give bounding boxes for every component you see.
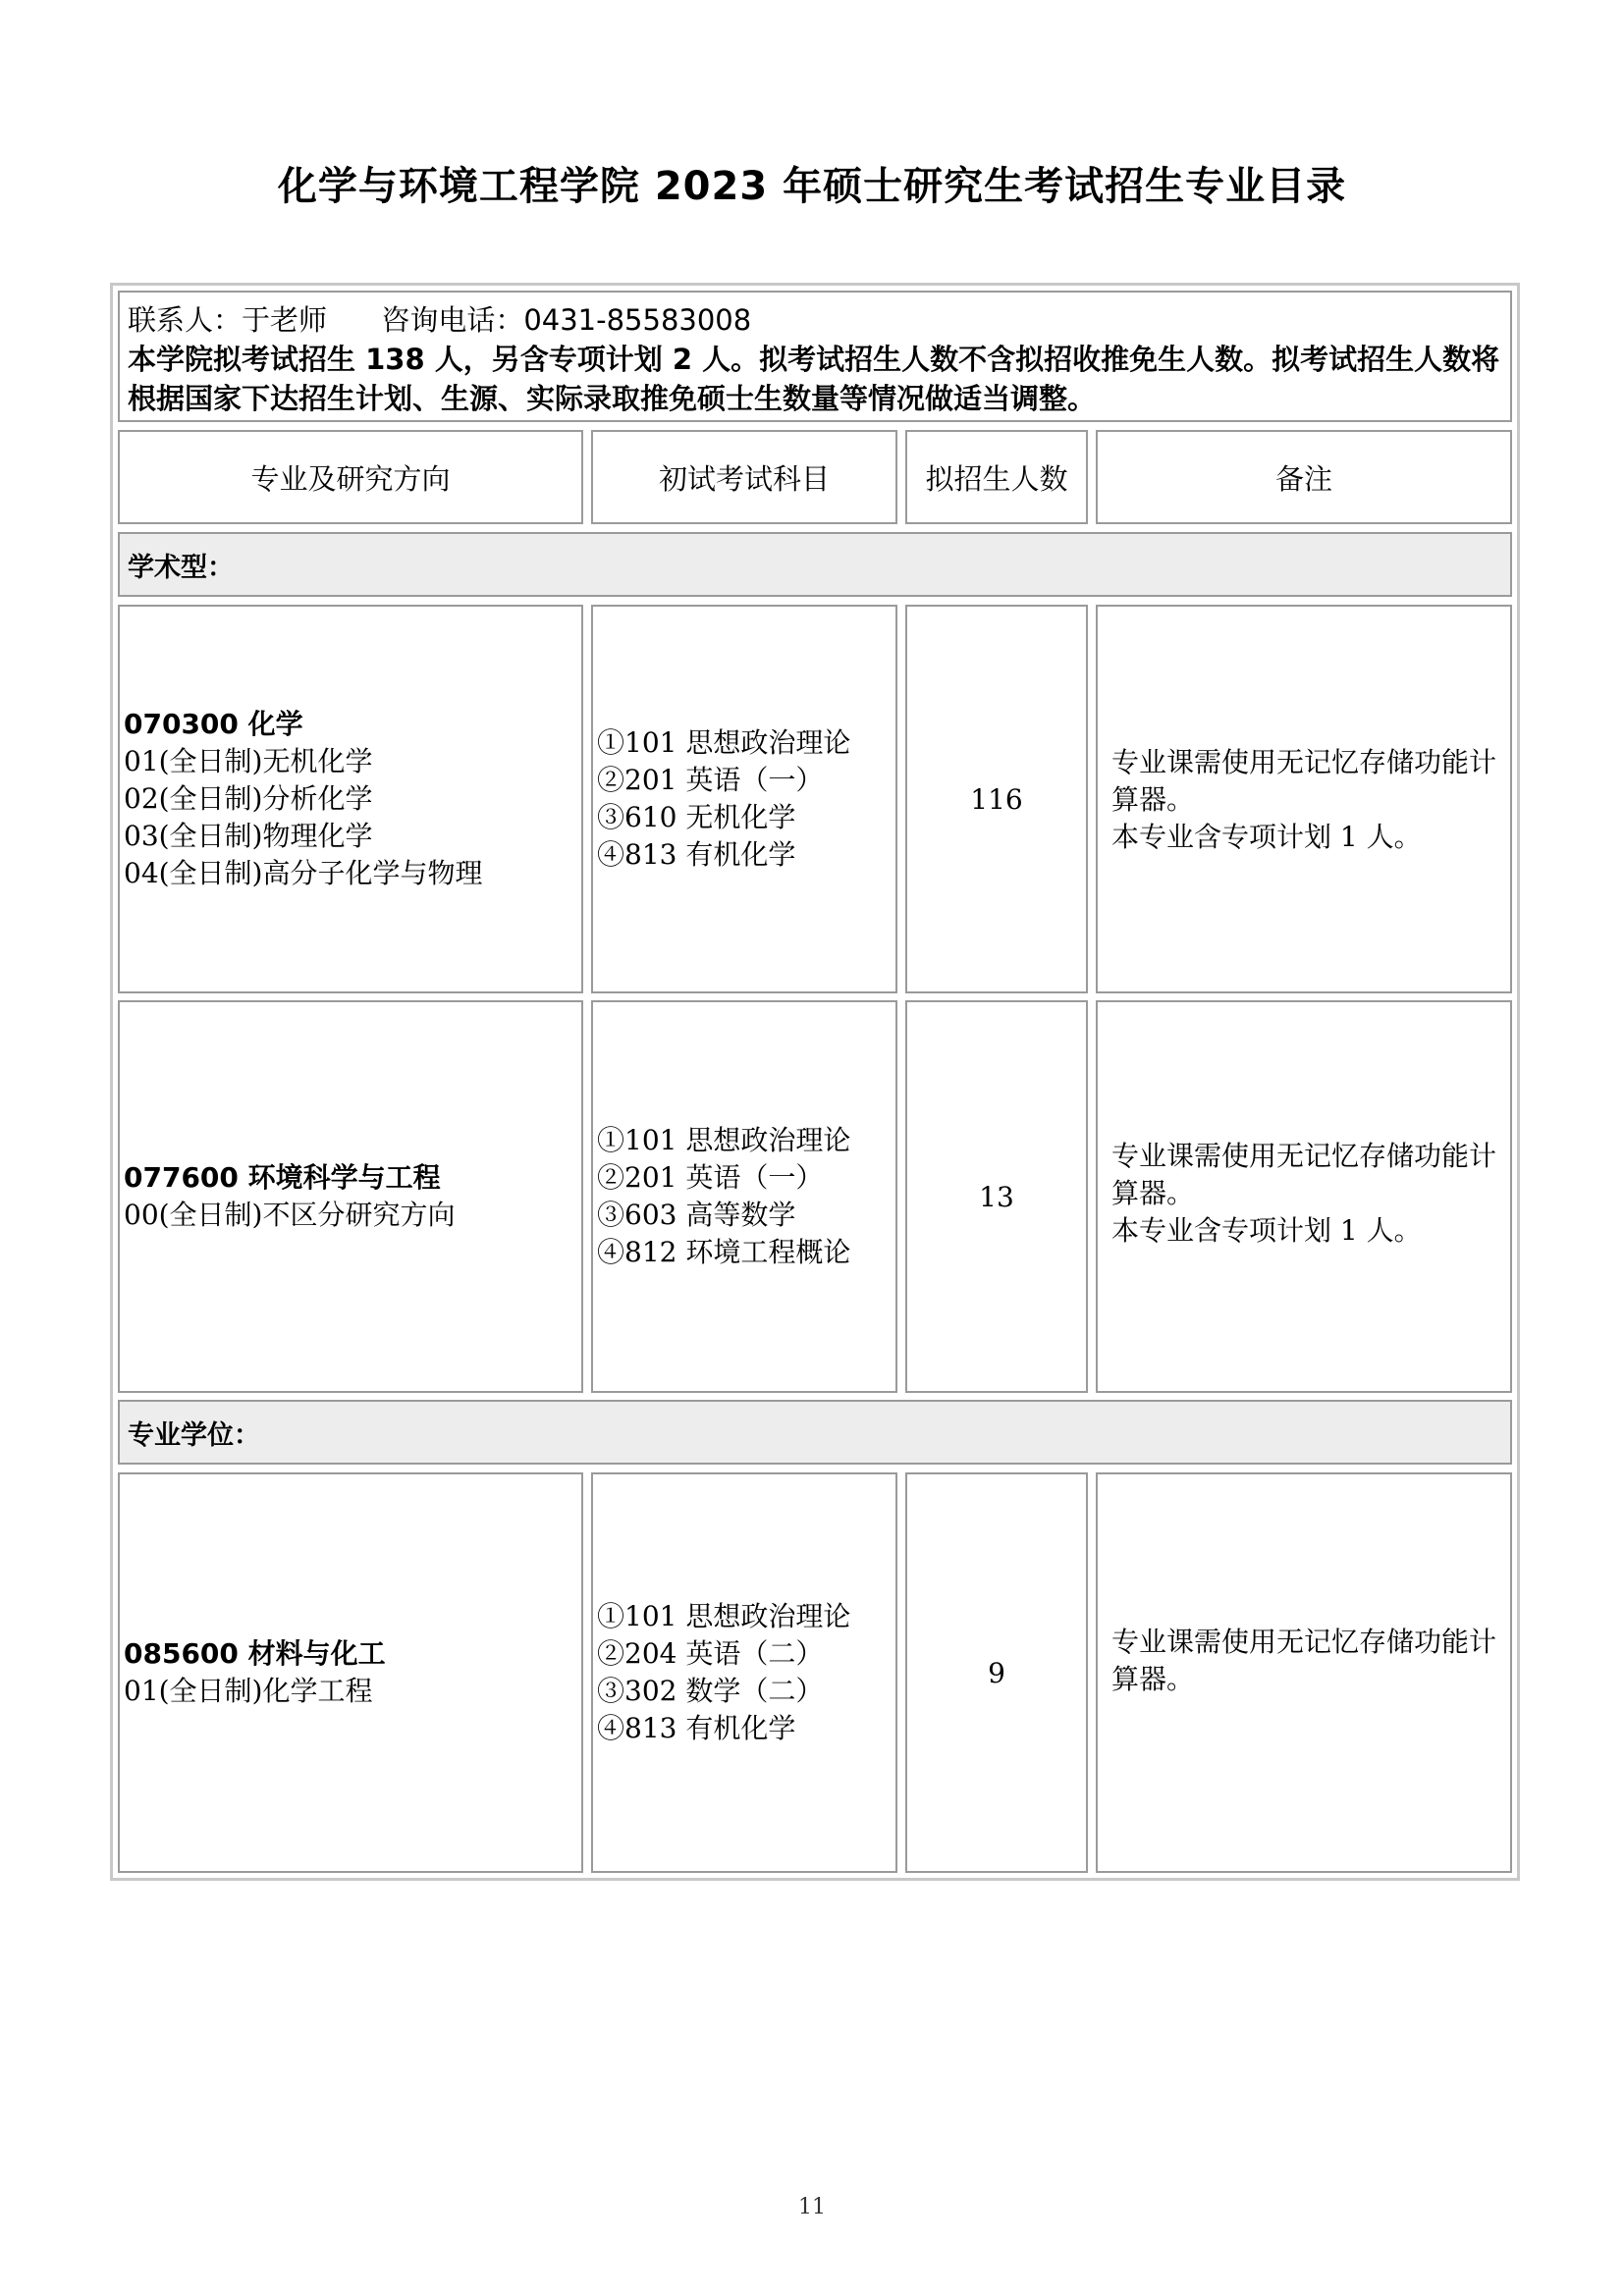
direction: 00(全日制)不区分研究方向: [124, 1199, 456, 1231]
header-remarks: 备注: [1096, 430, 1512, 524]
table-row-quota: [905, 1000, 1088, 1393]
exam-subject: ②201 英语（一）: [597, 1161, 824, 1194]
major-code: 070300 化学: [124, 708, 303, 740]
table-row-major: [118, 1000, 583, 1393]
header-subjects: 初试考试科目: [591, 430, 897, 524]
remark-line: 本专业含专项计划 1 人。: [1111, 821, 1422, 853]
exam-subject: ④813 有机化学: [597, 1712, 796, 1744]
table-row-quota: [905, 1472, 1088, 1873]
remark-line: 专业课需使用无记忆存储功能计算器。: [1111, 1626, 1497, 1695]
direction: 03(全日制)物理化学: [124, 820, 373, 852]
remark-line: 本专业含专项计划 1 人。: [1111, 1214, 1422, 1247]
table-row-quota: [905, 605, 1088, 993]
remark-line: 专业课需使用无记忆存储功能计算器。: [1111, 1140, 1497, 1209]
major-code: 085600 材料与化工: [124, 1637, 386, 1670]
exam-subject: ②201 英语（一）: [597, 764, 824, 796]
page-title: 化学与环境工程学院 2023 年硕士研究生考试招生专业目录: [277, 164, 1347, 209]
table-row-subjects: [591, 1000, 897, 1393]
table-row-major: [118, 1472, 583, 1873]
contact-phone: 咨询电话：0431-85583008: [381, 303, 752, 337]
section-professional: 专业学位：: [118, 1400, 1512, 1465]
quota-value: 9: [988, 1656, 1005, 1689]
exam-subject: ①101 思想政治理论: [597, 1600, 851, 1632]
info-cell: [118, 291, 1512, 422]
exam-subject: ③302 数学（二）: [597, 1675, 824, 1707]
page-number: 11: [798, 2195, 826, 2219]
exam-subject: ④813 有机化学: [597, 838, 796, 871]
section-academic: 学术型：: [118, 532, 1512, 597]
exam-subject: ①101 思想政治理论: [597, 1124, 851, 1156]
quota-value: 13: [979, 1180, 1014, 1213]
table-row-subjects: [591, 605, 897, 993]
catalog-table: [110, 283, 1520, 1881]
exam-subject: ③610 无机化学: [597, 801, 796, 833]
header-major: 专业及研究方向: [118, 430, 583, 524]
exam-subject: ③603 高等数学: [597, 1199, 796, 1231]
header-quota: 拟招生人数: [905, 430, 1088, 524]
direction: 02(全日制)分析化学: [124, 782, 373, 815]
table-row-remarks: [1096, 1000, 1512, 1393]
exam-subject: ②204 英语（二）: [597, 1637, 824, 1670]
table-row-major: [118, 605, 583, 993]
direction: 04(全日制)高分子化学与物理: [124, 857, 483, 889]
exam-subject: ④812 环境工程概论: [597, 1236, 851, 1268]
direction: 01(全日制)化学工程: [124, 1675, 373, 1707]
table-row-subjects: [591, 1472, 897, 1873]
table-row-remarks: [1096, 605, 1512, 993]
major-code: 077600 环境科学与工程: [124, 1161, 441, 1194]
contact-line: [128, 300, 1504, 340]
enrollment-notice: 本学院拟考试招生 138 人，另含专项计划 2 人。拟考试招生人数不含拟招收推免生人数。拟考试招生人数将根据国家下达招生计划、生源、实际录取推免硕士生数量等情况做适当调整。: [128, 343, 1500, 415]
remark-line: 专业课需使用无记忆存储功能计算器。: [1111, 746, 1497, 816]
direction: 01(全日制)无机化学: [124, 745, 373, 777]
quota-value: 116: [970, 782, 1023, 816]
table-row-remarks: [1096, 1472, 1512, 1873]
exam-subject: ①101 思想政治理论: [597, 726, 851, 759]
contact-person: 联系人：于老师: [128, 303, 328, 337]
